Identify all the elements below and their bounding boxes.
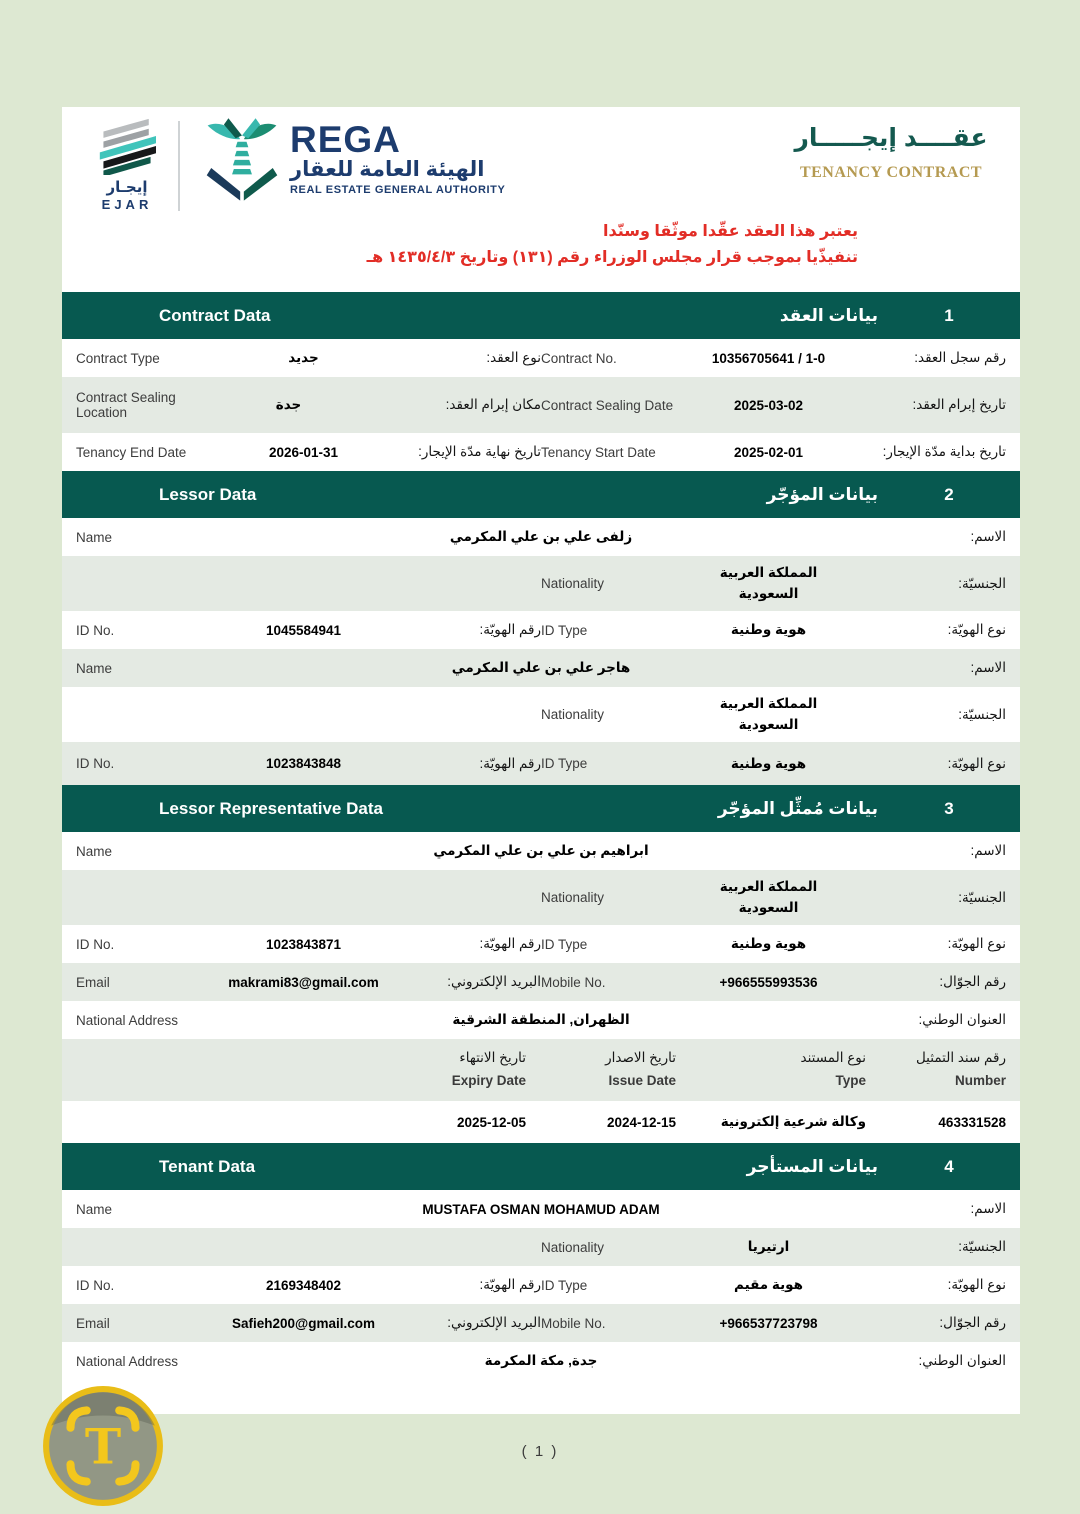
label-en: ID Type: [541, 622, 588, 638]
label-en: National Address: [76, 1012, 179, 1028]
label-ar: الجنسيّة:: [958, 889, 1006, 905]
value: 1023843848: [265, 756, 342, 772]
section-2-number: 2: [944, 484, 954, 504]
field-nationality: [541, 563, 1006, 605]
label-ar: رقم سجل العقد:: [914, 350, 1006, 366]
row-tenant-id: [62, 1266, 1020, 1304]
label-ar: مكان إبرام العقد:: [445, 397, 541, 413]
page-number: ( 1 ): [521, 1443, 559, 1460]
label-ar: رقم الجوّال:: [939, 974, 1006, 990]
value: Safieh200@gmail.com: [232, 1315, 375, 1331]
palm-icon: [204, 115, 280, 203]
doc-header-en: Expiry Date: [451, 1073, 526, 1089]
label-en: ID No.: [76, 622, 115, 638]
value: 10356705641 / 1-0: [711, 350, 826, 366]
doc-value-type: وكالة شرعية إلكترونية: [720, 1114, 866, 1130]
field-nationality: [541, 694, 1006, 736]
doc-col-number: [866, 1047, 1006, 1093]
value: المملكة العربية السعودية: [719, 695, 818, 732]
ejar-logo: [84, 117, 170, 212]
contract-title-block: [776, 123, 1006, 182]
rega-logo: [204, 115, 505, 203]
field-mobile: [541, 1315, 1006, 1331]
label-en: Contract Type: [76, 350, 160, 366]
label-en: ID Type: [541, 1277, 588, 1293]
doc-col-type: [676, 1047, 866, 1093]
label-en: Nationality: [541, 890, 605, 906]
ejar-arabic-wordmark: إيجـار: [106, 179, 148, 196]
row-lessor1-nationality: [62, 556, 1020, 611]
section-4-title-en: Tenant Data: [159, 1156, 256, 1176]
row-rep-id: [62, 925, 1020, 963]
representation-doc-values: [62, 1101, 1020, 1143]
label-ar: نوع الهويّة:: [947, 1277, 1006, 1293]
label-ar: البريد الإلكتروني:: [447, 974, 541, 990]
label-en: Name: [76, 1201, 113, 1217]
doc-header-en: Issue Date: [608, 1073, 676, 1089]
section-3-title-en: Lessor Representative Data: [159, 798, 383, 818]
value: الظهران, المنطقة الشرقية: [452, 1012, 630, 1028]
value: MUSTAFA OSMAN MOHAMUD ADAM: [422, 1201, 660, 1217]
value: هاجر علي بن علي المكرمي: [451, 660, 631, 676]
label-en: ID Type: [541, 756, 588, 772]
row-rep-contact: [62, 963, 1020, 1001]
value: جدة: [275, 397, 302, 413]
field-email: [76, 1315, 541, 1331]
label-ar: العنوان الوطني:: [918, 1353, 1006, 1369]
label-en: Mobile No.: [541, 974, 606, 990]
text-scan-badge[interactable]: [40, 1383, 166, 1509]
field-sealing-location: [76, 390, 541, 420]
logo-divider: [178, 121, 180, 211]
row-lessor2-id: [62, 742, 1020, 785]
field-nationality: [541, 1239, 1006, 1255]
page-header: [62, 107, 1020, 212]
field-id-type: [541, 756, 1006, 772]
label-en: Tenancy Start Date: [541, 444, 656, 460]
label-en: Email: [76, 974, 110, 990]
row-lessor2-name: [62, 649, 1020, 687]
section-3-number: 3: [944, 798, 954, 818]
label-en: Nationality: [541, 707, 605, 723]
field-id-no: [76, 756, 541, 772]
label-en: Tenancy End Date: [76, 444, 187, 460]
value: جدة, مكة المكرمة: [484, 1353, 598, 1369]
field-end-date: [76, 444, 541, 460]
section-2-title-en: Lessor Data: [159, 484, 257, 504]
label-ar: رقم الهويّة:: [479, 1277, 541, 1293]
section-3-title-ar: بيانات مُمثِّل المؤجّر: [717, 798, 878, 818]
field-id-no: [76, 1277, 541, 1293]
rega-name: REGA: [290, 119, 401, 161]
value: 2025-03-02: [733, 397, 804, 413]
section-1-header: [62, 292, 1020, 339]
label-ar: نوع الهويّة:: [947, 936, 1006, 952]
doc-header-ar: تاريخ الاصدار: [605, 1050, 676, 1066]
label-ar: تاريخ نهاية مدّة الإيجار:: [418, 444, 541, 460]
label-ar: الجنسيّة:: [958, 575, 1006, 591]
contract-page: [62, 107, 1020, 1414]
value: ابراهيم بن علي بن علي المكرمي: [433, 843, 649, 859]
label-ar: الاسم:: [970, 660, 1006, 676]
field-sealing-date: [541, 397, 1006, 413]
doc-value-number: 463331528: [938, 1114, 1006, 1130]
section-4-title-ar: بيانات المستأجر: [746, 1156, 878, 1176]
section-3-header: [62, 785, 1020, 832]
label-ar: الجنسيّة:: [958, 706, 1006, 722]
representation-doc-header: [62, 1039, 1020, 1101]
value: makrami83@gmail.com: [228, 974, 379, 990]
label-en: Nationality: [541, 576, 605, 592]
label-ar: البريد الإلكتروني:: [447, 1315, 541, 1331]
row-tenant-nationality: [62, 1228, 1020, 1266]
value: المملكة العربية السعودية: [719, 564, 818, 601]
label-ar: رقم الهويّة:: [479, 936, 541, 952]
label-ar: رقم الهويّة:: [479, 622, 541, 638]
section-1-title-en: Contract Data: [159, 305, 271, 325]
section-1-number: 1: [944, 305, 954, 325]
label-ar: الاسم:: [970, 843, 1006, 859]
section-1-title-ar: بيانات العقد: [779, 305, 878, 325]
label-en: ID No.: [76, 756, 115, 772]
doc-value-expiry: 2025-12-05: [456, 1114, 526, 1130]
label-en: ID Type: [541, 936, 588, 952]
doc-header-ar: رقم سند التمثيل: [915, 1050, 1006, 1066]
label-ar: العنوان الوطني:: [918, 1012, 1006, 1028]
field-id-type: [541, 622, 1006, 638]
rega-arabic-name: الهيئة العامة للعقار: [290, 158, 485, 182]
field-start-date: [541, 444, 1006, 460]
value: هوية وطنية: [730, 622, 807, 638]
label-en: ID No.: [76, 1277, 115, 1293]
rega-wordmark: [290, 119, 506, 196]
svg-text:T: T: [84, 1417, 122, 1476]
value: جديد: [288, 350, 319, 366]
ejar-stripes-icon: [89, 117, 165, 175]
row-lessor1-name: [62, 518, 1020, 556]
ejar-latin-wordmark: EJAR: [101, 196, 153, 212]
value: +966555993536: [719, 974, 818, 990]
label-en: Email: [76, 1315, 110, 1331]
row-lessor2-nationality: [62, 687, 1020, 742]
contract-title-arabic: عقــــد إيجـــــار: [794, 124, 988, 152]
section-4-header: [62, 1143, 1020, 1190]
value: ارتيريا: [747, 1239, 790, 1255]
field-id-type: [541, 1277, 1006, 1293]
row-sealing: [62, 377, 1020, 433]
row-contract-no: [62, 339, 1020, 377]
field-email: [76, 974, 541, 990]
label-ar: الاسم:: [970, 529, 1006, 545]
field-nationality: [541, 877, 1006, 919]
section-4-number: 4: [944, 1156, 954, 1176]
label-ar: رقم الجوّال:: [939, 1315, 1006, 1331]
label-en: ID No.: [76, 936, 115, 952]
label-en: Mobile No.: [541, 1315, 606, 1331]
label-en: National Address: [76, 1353, 179, 1369]
label-en: Contract Sealing Location: [76, 390, 176, 421]
label-ar: الاسم:: [970, 1201, 1006, 1217]
row-tenant-national-address: [62, 1342, 1020, 1380]
value: +966537723798: [719, 1315, 818, 1331]
doc-col-expiry: [376, 1047, 526, 1093]
label-en: Nationality: [541, 1239, 605, 1255]
section-2-title-ar: بيانات المؤجّر: [766, 484, 878, 504]
value: المملكة العربية السعودية: [719, 878, 818, 915]
row-rep-nationality: [62, 870, 1020, 925]
row-rep-national-address: [62, 1001, 1020, 1039]
doc-col-issue: [526, 1047, 676, 1093]
rega-english-name: REAL ESTATE GENERAL AUTHORITY: [290, 183, 506, 196]
doc-value-issue: 2024-12-15: [606, 1114, 676, 1130]
value: هوية وطنية: [730, 936, 807, 952]
label-en: Contract Sealing Date: [541, 397, 674, 413]
label-en: Name: [76, 843, 113, 859]
value: زلفى علي بن علي المكرمي: [449, 529, 633, 545]
label-ar: نوع الهويّة:: [947, 755, 1006, 771]
label-ar: تاريخ إبرام العقد:: [912, 397, 1006, 413]
row-rep-name: [62, 832, 1020, 870]
label-en: Name: [76, 529, 113, 545]
value: 1045584941: [265, 622, 342, 638]
row-tenant-contact: [62, 1304, 1020, 1342]
value: 2025-02-01: [733, 444, 804, 460]
legal-disclaimer: [62, 209, 1020, 270]
disclaimer-line-1: يعتبر هذا العقد عقّدا موثّقا وسنّدا: [603, 223, 858, 240]
scan-text-icon: [40, 1383, 166, 1509]
label-ar: نوع العقد:: [486, 350, 541, 366]
disclaimer-line-2: تنفيذّيا بموجب قرار مجلس الوزراء رقم (١٣١) وتاريخ ١٤٣٥/٤/٣ هـ: [366, 248, 858, 266]
doc-header-ar: تاريخ الانتهاء: [459, 1050, 526, 1066]
field-contract-type: [76, 350, 541, 366]
value: 2169348402: [265, 1277, 342, 1293]
field-mobile: [541, 974, 1006, 990]
value: هوية وطنية: [730, 755, 807, 771]
label-en: Contract No.: [541, 350, 617, 366]
label-ar: الجنسيّة:: [958, 1239, 1006, 1255]
contract-title-english: TENANCY CONTRACT: [799, 164, 983, 181]
label-ar: تاريخ بداية مدّة الإيجار:: [882, 444, 1006, 460]
label-en: Name: [76, 660, 113, 676]
section-2-header: [62, 471, 1020, 518]
field-id-no: [76, 622, 541, 638]
value: 1023843871: [265, 936, 342, 952]
doc-header-en: Type: [835, 1073, 866, 1089]
doc-header-en: Number: [954, 1073, 1006, 1089]
row-lessor1-id: [62, 611, 1020, 649]
field-id-no: [76, 936, 541, 952]
value: 2026-01-31: [268, 444, 339, 460]
doc-header-ar: نوع المستند: [800, 1050, 866, 1066]
value: هوية مقيم: [733, 1277, 803, 1293]
label-ar: نوع الهويّة:: [947, 622, 1006, 638]
label-ar: رقم الهويّة:: [479, 755, 541, 771]
row-tenant-name: [62, 1190, 1020, 1228]
field-id-type: [541, 936, 1006, 952]
field-contract-no: [541, 350, 1006, 366]
row-tenancy-dates: [62, 433, 1020, 471]
